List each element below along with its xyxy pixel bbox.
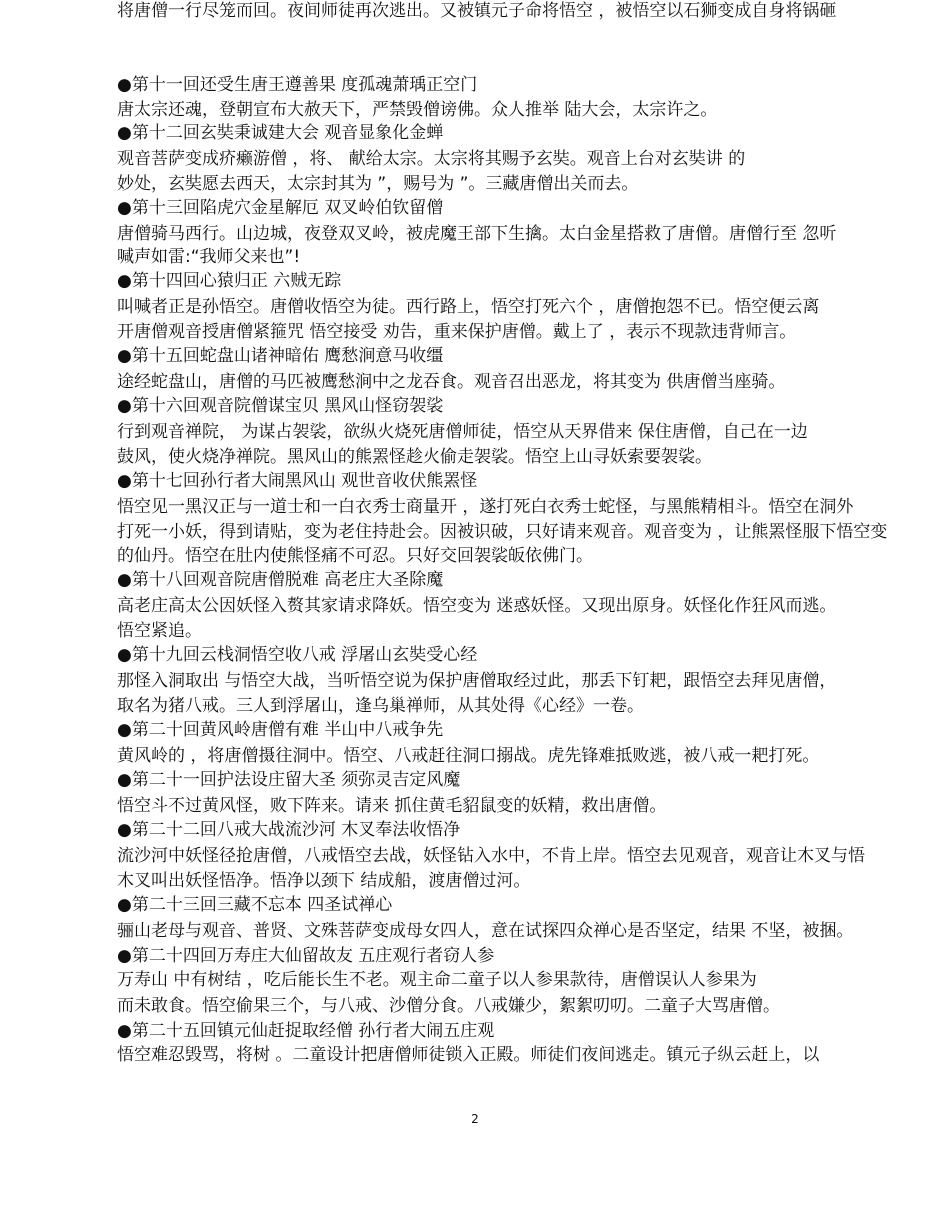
chapter-heading: ●第二十二回八戒大战流沙河 木叉奉法收悟净: [117, 820, 461, 840]
chapter-heading: ●第十五回蛇盘山诸神暗佑 鹰愁涧意马收缰: [117, 346, 444, 366]
body-text-line: 悟空紧追。: [117, 621, 202, 641]
body-text-line: 开唐僧观音授唐僧紧箍咒 悟空接受 劝告，重来保护唐僧。戴上了 ，表示不现款违背师言。: [117, 322, 797, 342]
body-text-line: 悟空见一黑汉正与一道士和一白衣秀士商量开 ，遂打死白衣秀士蛇怪，与黑熊精相斗。悟空在洞外: [117, 497, 854, 517]
body-text-line: 观音菩萨变成疥癞游僧 ，将、 献给太宗。太宗将其赐予玄奘。观音上台对玄奘讲 的: [117, 149, 746, 169]
chapter-heading: ●第二十三回三藏不忘本 四圣试禅心: [117, 895, 393, 915]
chapter-heading: ●第十八回观音院唐僧脱难 高老庄大圣除魔: [117, 570, 444, 590]
body-text-line: 万寿山 中有树结 ，吃后能长生不老。观主命二童子以人参果款待，唐僧误认人参果为: [117, 970, 757, 990]
chapter-heading: ●第十三回陷虎穴金星解厄 双叉岭伯钦留僧: [117, 198, 444, 218]
body-text-line: 悟空难忍毁骂，将树 。二童设计把唐僧师徒锁入正殿。师徒们夜间逃走。镇元子纵云赶上，以: [117, 1045, 820, 1065]
body-text-line: 黄风岭的 ，将唐僧摄往洞中。悟空、八戒赶往洞口搦战。虎先锋难抵败逃，被八戒一耙打死。: [117, 746, 820, 766]
chapter-heading: ●第二十回黄风岭唐僧有难 半山中八戒争先: [117, 720, 444, 740]
body-text-line: 唐僧骑马西行。山边城，夜登双叉岭，被虎魔王部下生擒。太白金星搭救了唐僧。唐僧行至 忽听: [117, 224, 837, 244]
body-text-line: 高老庄高太公因妖怪入赘其家请求降妖。悟空变为 迷惑妖怪。又现出原身。妖怪化作狂风而逃。: [117, 596, 837, 616]
body-text-line: 妙处，玄奘愿去西天，太宗封其为 ”，赐号为 ”。三藏唐僧出关而去。: [117, 174, 639, 194]
chapter-heading: ●第十七回孙行者大闹黑风山 观世音收伏熊罴怪: [117, 471, 478, 491]
body-text-line: 途经蛇盘山，唐僧的马匹被鹰愁涧中之龙吞食。观音召出恶龙，将其变为 供唐僧当座骑。: [117, 372, 786, 392]
chapter-heading: ●第十六回观音院僧谋宝贝 黑风山怪窃袈裟: [117, 396, 444, 416]
chapter-heading: ●第十一回还受生唐王遵善果 度孤魂萧瑀正空门: [117, 75, 478, 95]
body-text-line: 悟空斗不过黄风怪，败下阵来。请来 抓住黄毛貂鼠变的妖精，救出唐僧。: [117, 796, 667, 816]
body-text-line: 木叉叫出妖怪悟净。悟净以颈下 结成船，渡唐僧过河。: [117, 871, 531, 891]
body-text-line: 而未敢食。悟空偷果三个，与八戒、沙僧分食。八戒嫌少，絮絮叨叨。二童子大骂唐僧。: [117, 996, 780, 1016]
chapter-heading: ●第二十一回护法设庄留大圣 须弥灵吉定风魔: [117, 770, 461, 790]
body-text-line: 喊声如雷:“我师父来也”!: [117, 247, 301, 267]
body-text-line: 流沙河中妖怪径抢唐僧，八戒悟空去战，妖怪钻入水中，不肯上岸。悟空去见观音，观音让木叉与悟: [117, 846, 865, 866]
body-text-line: 鼓风，使火烧净禅院。黑风山的熊罴怪趁火偷走袈裟。悟空上山寻妖索要袈裟。: [117, 447, 712, 467]
body-text-line: 行到观音禅院， 为谋占袈裟，欲纵火烧死唐僧师徒，悟空从天界借来 保住唐僧，自己在一边: [117, 422, 808, 442]
body-text-line: 的仙丹。悟空在肚内使熊怪痛不可忍。只好交回袈裟皈依佛门。: [117, 546, 593, 566]
chapter-heading: ●第十四回心猿归正 六贼无踪: [117, 271, 342, 291]
body-text-line: 打死一小妖，得到请贴，变为老住持赴会。因被识破，只好请来观音。观音变为 ，让熊罴怪服下悟空变: [117, 522, 888, 542]
chapter-heading: ●第二十四回万寿庄大仙留故友 五庄观行者窃人参: [117, 946, 495, 966]
body-text-line: 将唐僧一行尽笼而回。夜间师徒再次逃出。又被镇元子命将悟空 ，被悟空以石狮变成自身将锅砸: [117, 1, 837, 21]
body-text-line: 叫喊者正是孙悟空。唐僧收悟空为徒。西行路上，悟空打死六个 ，唐僧抱怨不已。悟空便云离: [117, 297, 820, 317]
body-text-line: 取名为猪八戒。三人到浮屠山，逢乌巢禅师，从其处得《心经》一卷。: [117, 696, 644, 716]
body-text-line: 那怪入洞取出 与悟空大战，当听悟空说为保护唐僧取经过此，那丢下钉耙，跟悟空去拜见唐僧，: [117, 671, 837, 691]
page-number: 2: [471, 1112, 479, 1126]
body-text-line: 骊山老母与观音、普贤、文殊菩萨变成母女四人，意在试探四众禅心是否坚定，结果 不坚，被捆。: [117, 921, 854, 941]
chapter-heading: ●第十二回玄奘秉诚建大会 观音显象化金蝉: [117, 123, 444, 143]
chapter-heading: ●第十九回云栈洞悟空收八戒 浮屠山玄奘受心经: [117, 645, 478, 665]
chapter-heading: ●第二十五回镇元仙赶捉取经僧 孙行者大闹五庄观: [117, 1021, 495, 1041]
body-text-line: 唐太宗还魂，登朝宣布大赦天下，严禁毁僧谤佛。众人推举 陆大会，太宗许之。: [117, 100, 718, 120]
